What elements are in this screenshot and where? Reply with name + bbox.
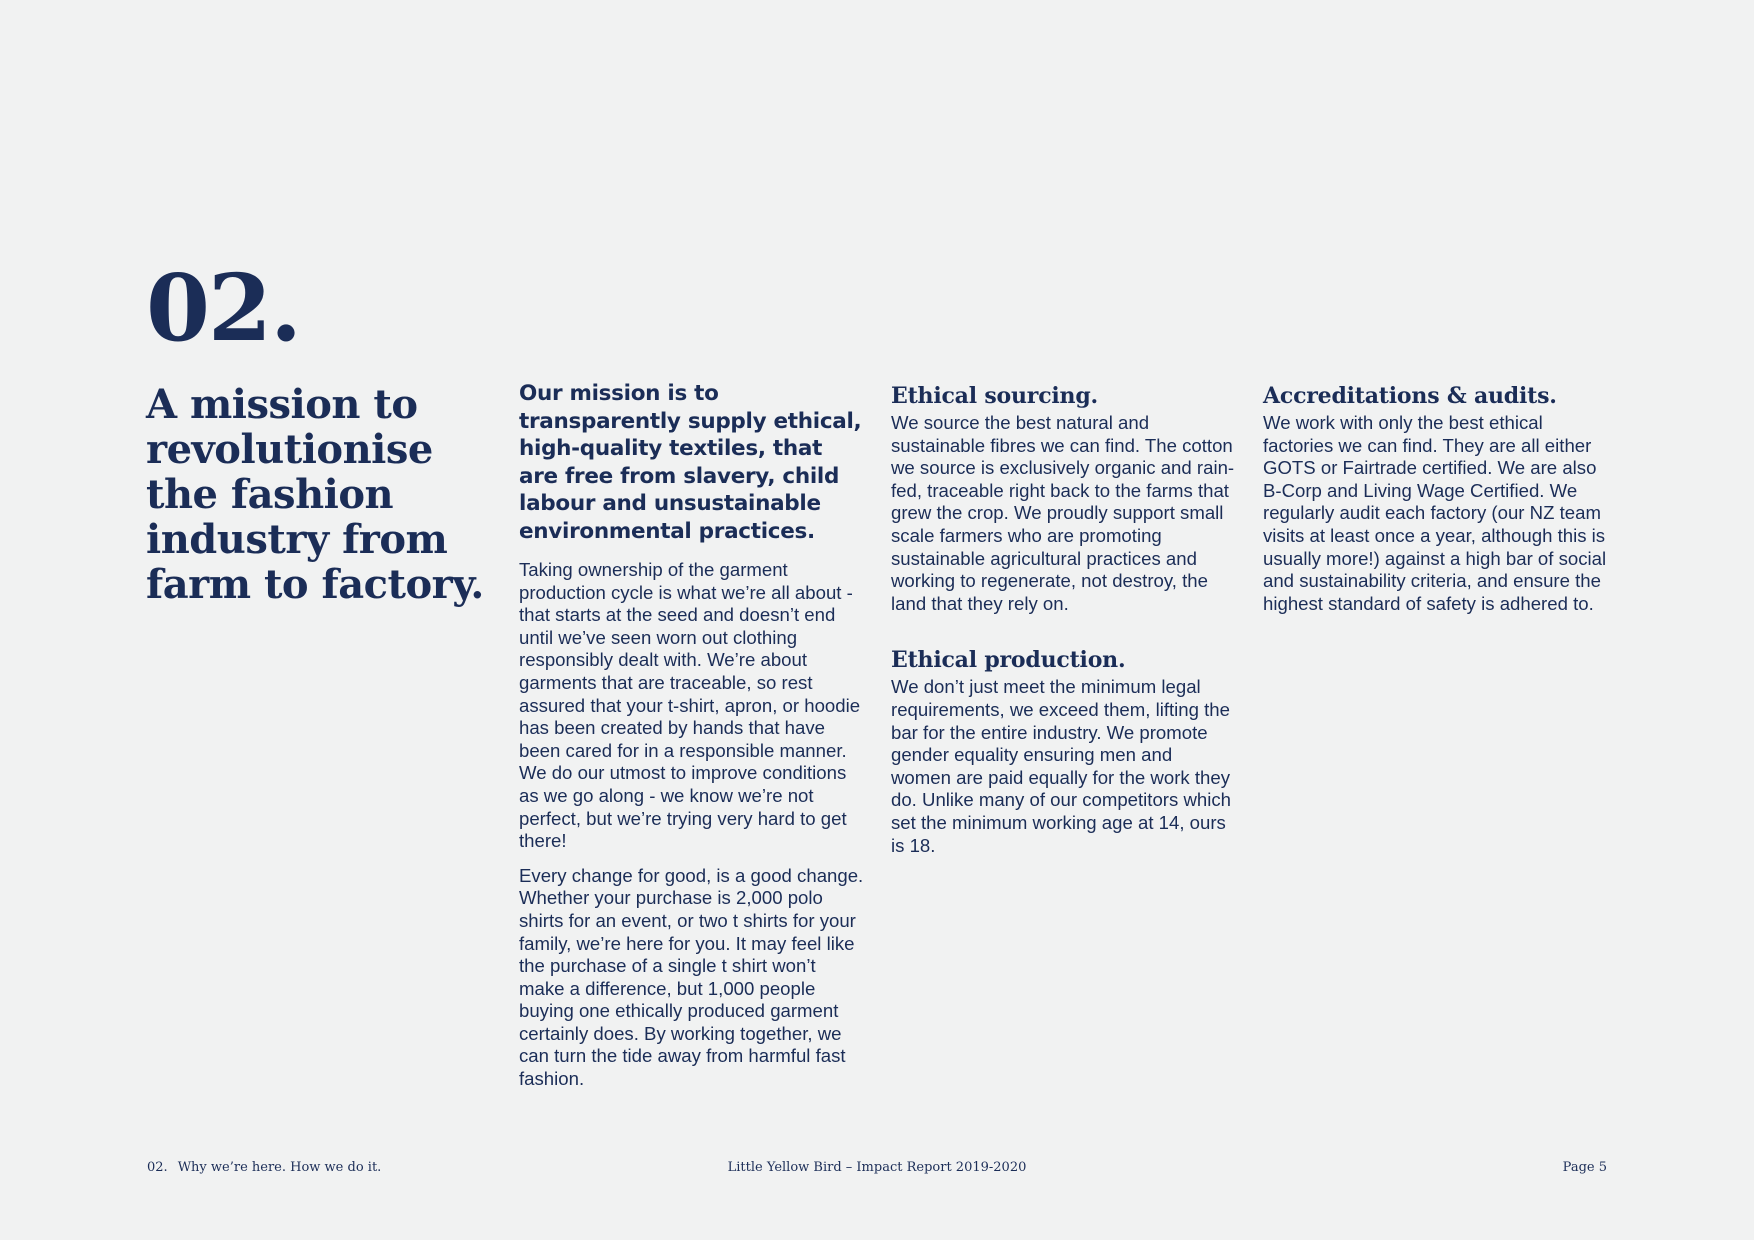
accreditations-heading: Accreditations & audits. bbox=[1263, 383, 1557, 409]
ethical-sourcing-heading: Ethical sourcing. bbox=[891, 383, 1098, 409]
accreditations-column bbox=[1263, 380, 1609, 627]
ethics-column bbox=[891, 380, 1237, 869]
mission-statement: Our mission is to transparently supply ethical, high-quality textiles, that are free from slavery, child labour and unsustainable environmental practices. bbox=[519, 381, 862, 544]
footer-report-title: Little Yellow Bird – Impact Report 2019-2020 bbox=[727, 1160, 1027, 1175]
ownership-paragraph: Taking ownership of the garment production cycle is what we’re all about - that starts at the seed and doesn’t end until we’ve seen worn out clothing responsibly dealt with. We’re about garments that are traceable, so rest assured that your t-shirt, apron, or hoodie has been created by hands that have been cared for in a responsible manner. We do our utmost to improve conditions as we go along - we know we’re not perfect, but we’re trying very hard to get there! bbox=[519, 559, 861, 852]
section-number: 02. bbox=[146, 254, 301, 362]
ethical-production-text: We don’t just meet the minimum legal requirements, we exceed them, lifting the bar for the entire industry. We promote gender equality ensuring men and women are paid equally for the work they do. Unlike many of our competitors which set the minimum working age at 14, ours is 18. bbox=[891, 676, 1231, 856]
footer-page-number: Page 5 bbox=[1562, 1160, 1607, 1175]
section-title: A mission to revolutionise the fashion industry from farm to factory. bbox=[146, 381, 484, 608]
mission-column bbox=[519, 380, 865, 1103]
ethical-sourcing-text: We source the best natural and sustainable fibres we can find. The cotton we source is exclusively organic and rain-fed, traceable right back to the farms that grew the crop. We proudly support small scale farmers who are promoting sustainable agricultural practices and working to regenerate, not destroy, the land that they rely on. bbox=[891, 412, 1235, 614]
accreditations-text: We work with only the best ethical factories we can find. They are all either GOTS or Fairtrade certified. We are also B-Corp and Living Wage Certified. We regularly audit each factory (our NZ team visits at least once a year, although this is usually more!) against a high bar of social and sustainability criteria, and ensure the highest standard of safety is adhered to. bbox=[1263, 412, 1607, 614]
footer-section-name: Why we’re here. How we do it. bbox=[177, 1160, 382, 1175]
footer-section-number: 02. bbox=[147, 1160, 168, 1175]
ethical-production-heading: Ethical production. bbox=[891, 647, 1126, 674]
good-change-paragraph: Every change for good, is a good change. Whether your purchase is 2,000 polo shirts for an event, or two t shirts for your family, we’re here for you. It may feel like the purchase of a single t shirt won’t make a difference, but 1,000 people buying one ethically produced garment certainly does. By working together, we can turn the tide away from harmful fast fashion. bbox=[519, 864, 864, 1090]
